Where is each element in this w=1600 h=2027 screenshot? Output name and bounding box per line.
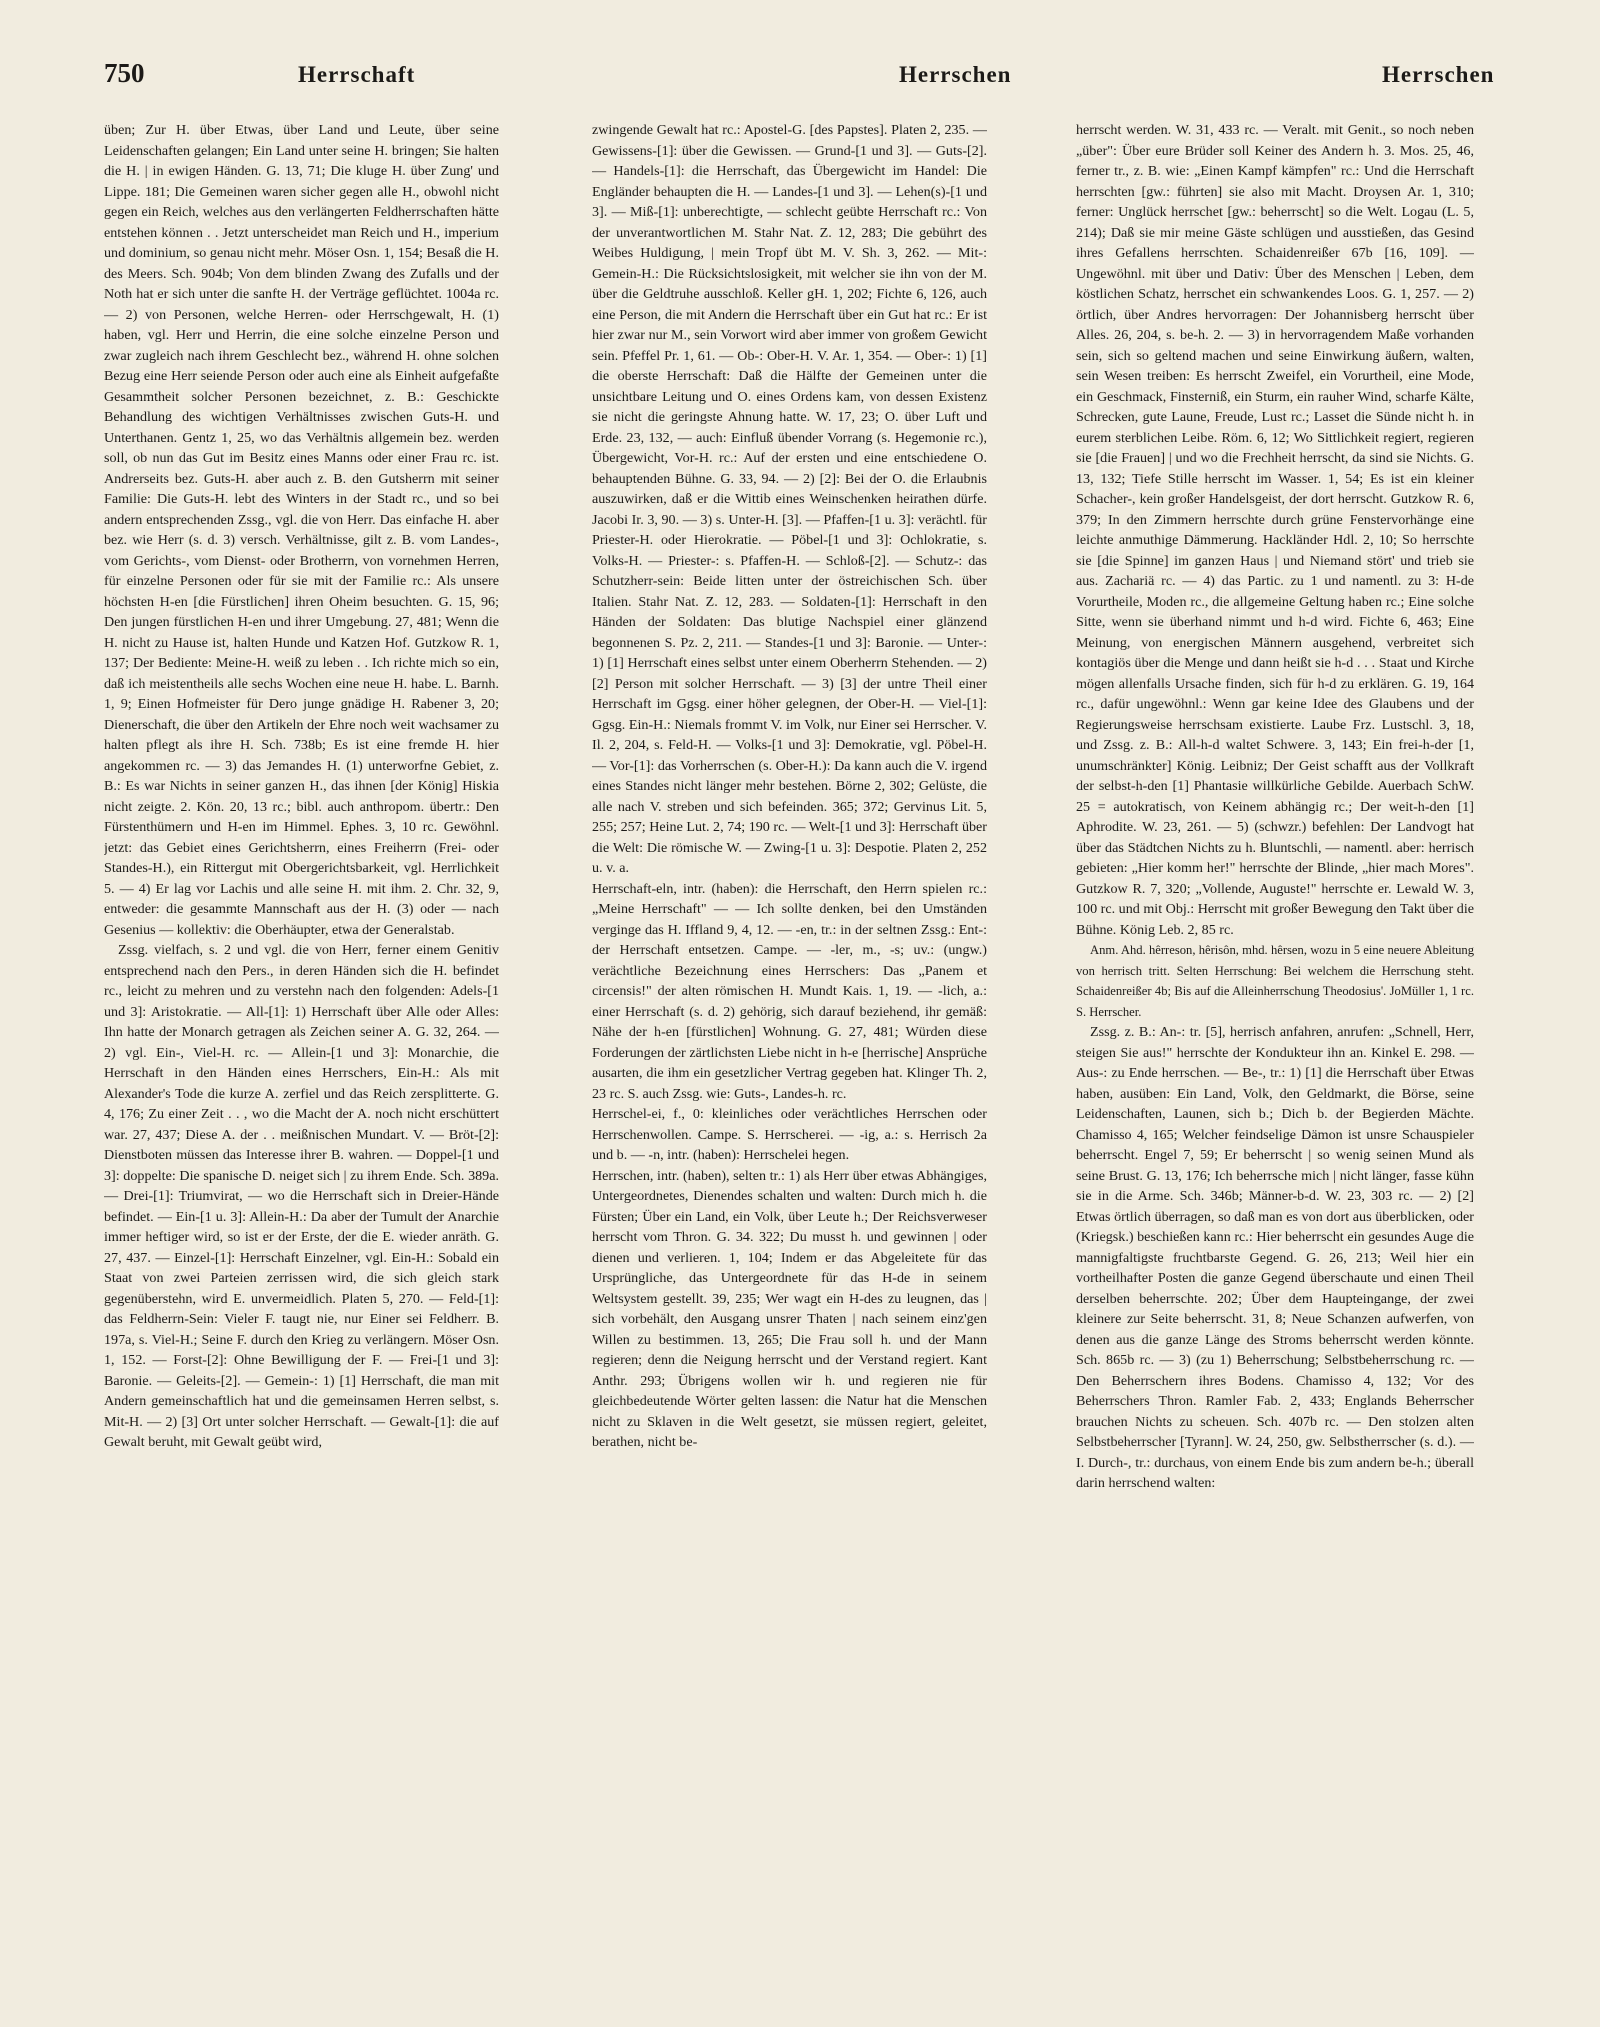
page-number: 750	[104, 58, 145, 88]
entry-paragraph: herrscht werden. W. 31, 433 rc. — Veralt. mit Genit., so noch neben „über": Über eure Brüder soll Keiner des Andern h. 3. Mos. 25, 46, ferner tr., z. B. wie: „Einen Kampf kämpfen" rc.: Und die Herrschaft herrschten [gw.: führten] sie also mit Macht. Droysen Ar. 1, 310; ferner: Unglück herrschet [gw.: beherrscht] so die Welt. Logau (L. 5, 214); Daß sie mir meine Gäste schlügen und ausstießen, das Gesind ihres Gefallens herrschten. Schaidenreißer 67b [16, 109]. — Ungewöhnl. mit über und Dativ: Über des Menschen | Leben, dem köstlichen Schatz, herrschet ein schwankendes Loos. G. 1, 257. — 2) örtlich, über Andres hervorragen: Der Johannisberg herrscht über Alles. 26, 204, s. be-h. 2. — 3) in hervorragendem Maße vorhanden sein, sich so geltend machen und seine Einwirkung äußern, walten, sein Wesen treiben: Es herrscht Zweifel, ein Vorurtheil, eine Mode, ein Geschmack, Finsterniß, ein Sturm, ein rauher Wind, scharfe Kälte, Schrecken, gute Laune, Freude, Lust rc.; Lasset die Sünde nicht h. in eurem sterblichen Leibe. Röm. 6, 12; Wo Sittlichkeit regiert, regieren sie [die Frauen] | und wo die Frechheit herrscht, da sind sie Nichts. G. 13, 132; Tiefe Stille herrscht im Wasser. 1, 54; Es ist ein kleiner Schacher-, kein großer Handelsgeist, der dort herrscht. Gutzkow R. 6, 379; In den Zimmern herrschte durch grüne Fenstervorhänge eine leichte anmuthige Dämmerung. Hackländer Hdl. 2, 10; So herrschte sie [die Spinne] im ganzen Haus | und Niemand stört' und trieb sie aus. Zachariä rc. — 4) das Partic. zu 1 und namentl. zu 3: H-de Vorurtheile, Moden rc., die allgemeine Geltung haben rc.; Eine solche Sitte, wenn sie überhand nimmt und h-d wird. Fichte 6, 463; Eine Meinung, von energischen Männern ausgehend, verbreitet sich kontagiös über die Menge und dann heißt sie h-d . . . Staat und Kirche mögen allenfalls Ursache finden, sich für h-d zu erklären. G. 19, 164 rc., dafür ungewöhnl.: Wenn gar keine Idee des Glaubens und der Regierungsweise herrschsam existierte. Laube Frz. Lustschl. 3, 18, und Zssg. z. B.: All-h-d waltet Schwere. 3, 143; Ein frei-h-der [1, unumschränkter] König. Leibniz; Der Geist schafft aus der Vollkraft der selbst-h-den [1] Phantasie willkürliche Gebilde. Auerbach SchW. 25 = autokratisch, von Keinem abhängig rc.; Der weit-h-den [1] Aphrodite. W. 23, 261. — 5) (schwzr.) befehlen: Der Landvogt hat über das Städtchen Nichts zu h. Bluntschli, — namentl. aber: herrisch gebieten: „Hier komm her!" herrschte der Blinde, „hier mach Mores". Gutzkow R. 7, 320; „Vollende, Auguste!" herrschte er. Lewald W. 3, 100 rc. und mit Obj.: Herrscht mit großer Bewegung den Takt über die Bühne. König Leb. 2, 85 rc.	[1076, 122, 1474, 938]
running-head-right: Herrschen	[1382, 62, 1495, 87]
entry-paragraph: zwingende Gewalt hat rc.: Apostel-G. [des Papstes]. Platen 2, 235. — Gewissens-[1]: über die Gewissen. — Grund-[1 und 3]. — Guts-[2]. — Handels-[1]: die Herrschaft, das Übergewicht im Handel: Die Engländer behaupten die H. — Landes-[1 und 3]. — Lehen(s)-[1 und 3]. — Miß-[1]: unberechtigte, — schlecht geübte Herrschaft rc.: Von der unverantwortlichen M. Stahr Nat. Z. 12, 283; Die gebührt des Weibes Huldigung, | mein Tropf übt M. V. Sh. 3, 262. — Mit-: Gemein-H.: Die Rücksichtslosigkeit, mit welcher sie ihn von der M. über die Geldtruhe ausschloß. Keller gH. 1, 202; Fichte 6, 126, auch eine Person, die mit Andern die Herrschaft über ein Gut hat rc.: Er ist hier zwar nur M., sein Vorwort wird aber immer von großem Gewicht sein. Pfeffel Pr. 1, 61. — Ob-: Ober-H. V. Ar. 1, 354. — Ober-: 1) [1] die oberste Herrschaft: Daß die Hälfte der Gemeinen unter die unsichtbare Leitung und O. eines Ordens kam, von dessen Existenz sie nicht die geringste Ahnung hatte. W. 17, 23; O. über Luft und Erde. 23, 132, — auch: Einfluß übender Vorrang (s. Hegemonie rc.), Übergewicht, Vor-H. rc.: Auf der ersten und eine entschiedene O. behauptenden Bühne. G. 33, 94. — 2) [2]: Bei der O. die Erlaubnis auszuwirken, daß er die Wittib eines Weinschenken heirathen dürfe. Jacobi Ir. 3, 90. — 3) s. Unter-H. [3]. — Pfaffen-[1 u. 3]: verächtl. für Priester-H. oder Hierokratie. — Pöbel-[1 und 3]: Ochlokratie, s. Volks-H. — Priester-: s. Pfaffen-H. — Schloß-[2]. — Schutz-: das Schutzherr-sein: Beide litten unter der östreichischen Sch. über Italien. Stahr Nat. Z. 12, 283. — Soldaten-[1]: Herrschaft in den Händen der Soldaten: Das blutige Nachspiel einer glänzend begonnenen S. Pz. 2, 211. — Standes-[1 und 3]: Baronie. — Unter-: 1) [1] Herrschaft eines selbst unter einem Oberherrn Stehenden. — 2) [2] Person mit solcher Herrschaft. — 3) [3] der untre Theil einer Herrschaft im Ggsg. einer höher gelegnen, der Ober-H. — Viel-[1]: Ggsg. Ein-H.: Niemals frommt V. im Volk, nur Einer sei Herrscher. V. Il. 2, 204, s. Feld-H. — Volks-[1 und 3]: Demokratie, vgl. Pöbel-H. — Vor-[1]: das Vorherrschen (s. Ober-H.): Da kann auch die V. irgend eines Standes nicht länger mehr bestehen. Börne 2, 302; Gelüste, die alle nach V. streben und sich befeinden. 365; 372; Gervinus Lit. 5, 255; 257; Heine Lut. 2, 74; 190 rc. — Welt-[1 und 3]: Herrschaft über die Welt: Die römische W. — Zwing-[1 u. 3]: Despotie. Platen 2, 252 u. v. a.	[592, 122, 987, 876]
text-column-3	[1076, 120, 1474, 2015]
entry-paragraph: Herrschel-ei, f., 0: kleinliches oder verächtliches Herrschen oder Herrschenwollen. Campe. S. Herrscherei. — -ig, a.: s. Herrisch 2a und b. — -n, intr. (haben): Herrschelei hegen.	[592, 1106, 987, 1163]
running-head-left: Herrschaft	[298, 62, 416, 87]
annotation-paragraph: Anm. Ahd. hêrreson, hêrisôn, mhd. hêrsen, wozu in 5 eine neuere Ableitung von herrisch tritt. Selten Herrschung: Bei welchem die Herrschung steht. Schaidenreißer 4b; Bis auf die Alleinherrschung Theodosius'. JoMüller 1, 1 rc. S. Herrscher.	[1076, 943, 1474, 1019]
page-header	[104, 58, 1495, 98]
entry-paragraph: Herrschaft-eln, intr. (haben): die Herrschaft, den Herrn spielen rc.: „Meine Herrschaft" — — Ich sollte denken, bei den Umständen verginge das H. Iffland 9, 4, 12. — -en, tr.: in der seltnen Zssg.: Ent-: der Herrschaft entsetzen. Campe. — -ler, m., -s; uv.: (ungw.) verächtliche Bezeichnung eines Herrschers: Das „Panem et circensis!" der alten römischen H. Mundt Kais. 1, 19. — -lich, a.: einer Herrschaft (s. d. 2) gehörig, sich darauf beziehend, ihr gemäß: Nähe der h-en [fürstlichen] Wohnung. G. 27, 481; Würden diese Forderungen der zärtlichsten Liebe nicht in h-e [herrische] Ansprüche ausarten, die ihm ein gesetzlicher Vertrag gegeben hat. Klinger Th. 2, 23 rc. S. auch Zssg. wie: Guts-, Landes-h. rc.	[592, 880, 987, 1102]
text-column-2	[592, 120, 987, 2015]
text-column-1	[104, 120, 499, 2015]
entry-paragraph: Herrschen, intr. (haben), selten tr.: 1) als Herr über etwas Abhängiges, Untergeordnetes, Dienendes schalten und walten: Durch mich h. die Fürsten; Über ein Land, ein Volk, über Leute h.; Der Reichsverweser herrscht vom Thron. G. 34. 322; Du musst h. und gewinnen | oder dienen und verlieren. 1, 104; Indem er das Abgeleitete für das Ursprüngliche, das Untergeordnete für das H-de in seinem Weltsystem gestellt. 39, 235; Wer wagt ein H-des zu leugnen, das | sich vorbehält, den Ausgang unsrer Thaten | nach seinem einz'gen Willen zu bestimmen. 13, 265; Die Frau soll h. und der Mann regieren; denn die Neigung herrscht und der Verstand regiert. Kant Anthr. 293; Übrigens wollen wir h. und regieren nie für gleichbedeutende Wörter gelten lassen: die Natur hat die Menschen nicht zu Sklaven in die Welt gesetzt, sie müssen regiert, geleitet, berathen, nicht be-	[592, 1167, 987, 1450]
entry-paragraph: Zssg. vielfach, s. 2 und vgl. die von Herr, ferner einem Genitiv entsprechend nach den Pers., in deren Händen sich die H. befindet rc., leicht zu mehren und zu verstehn nach den folgenden: Adels-[1 und 3]: Aristokratie. — All-[1]: 1) Herrschaft über Alle oder Alles: Ihn hatte der Monarch getragen als Zeichen seiner A. G. 32, 264. — 2) vgl. Ein-, Viel-H. rc. — Allein-[1 und 3]: Monarchie, die Herrschaft in den Händen eines Herrschers, Ein-H.: Als mit Alexander's Tode die kurze A. zerfiel und das Reich zersplitterte. G. 4, 176; Zu einer Zeit . . , wo die Macht der A. noch nicht erschüttert war. 27, 437; Diese A. der . . meißnischen Mundart. V. — Bröt-[2]: Dienstboten müssen das Interesse ihrer B. wahren. — Doppel-[1 und 3]: doppelte: Die spanische D. neiget sich | zu ihrem Ende. Sch. 389a. — Drei-[1]: Triumvirat, — wo die Herrschaft sich in Dreier-Hände befindet. — Ein-[1 u. 3]: Allein-H.: Da aber der Tumult der Anarchie immer heftiger wird, so ist er der Erste, der die E. wieder anräth. G. 27, 437. — Einzel-[1]: Herrschaft Einzelner, vgl. Ein-H.: Sobald ein Staat von zwei Parteien zerrissen wird, die sich gleich stark gegenüberstehn, wird E. unvermeidlich. Platen 5, 270. — Feld-[1]: das Feldherrn-Sein: Vieler F. taugt nie, nur Einer sei Feldherr. B. 197a, s. Viel-H.; Seine F. durch den Krieg zu verlängern. Möser Osn. 1, 152. — Forst-[2]: Ohne Bewilligung der F. — Frei-[1 und 3]: Baronie. — Geleits-[2]. — Gemein-: 1) [1] Herrschaft, die man mit Andern gemeinschaftlich hat und die gemeinsamen Herren selbst, s. Mit-H. — 2) [3] Ort unter solcher Herrschaft. — Gewalt-[1]: die auf Gewalt beruht, mit Gewalt geübt wird,	[104, 942, 499, 1450]
running-head-center: Herrschen	[899, 62, 1012, 87]
entry-paragraph: üben; Zur H. über Etwas, über Land und Leute, über seine Leidenschaften gelangen; Ein Land unter seine H. bringen; Sie halten die H. | in ewigen Händen. G. 13, 71; Die kluge H. über Zung' und Lippe. 181; Die Gemeinen waren sicher gegen alle H., obwohl nicht gegen ein Reich, welches aus den verlängerten Feldherrschaften hätte entstehen können . . Jetzt unterscheidet man Reich und H., imperium und dominium, so genau nicht mehr. Möser Osn. 1, 154; Besaß die H. des Meers. Sch. 904b; Von dem blinden Zwang des Zufalls und der Noth hat er sich unter die sanfte H. der Verträge geflüchtet. 1004a rc. — 2) von Personen, welche Herren- oder Herrschgewalt, H. (1) haben, vgl. Herr und Herrin, die eine solche einzelne Person und zwar zugleich nach ihrem Geschlecht bez., während H. ohne solchen Bezug eine Herr seiende Person oder auch eine als Einheit aufgefaßte Gesammtheit solcher Personen bezeichnet, z. B.: Geschickte Behandlung des wichtigen Verhältnisses zwischen Guts-H. und Unterthanen. Gentz 1, 25, wo das Verhältnis allgemein bez. werden soll, ob nun das Gut im Besitz eines Manns oder einer Frau rc. ist. Andrerseits bez. Guts-H. aber auch z. B. den Gutsherrn mit seiner Familie: Die Guts-H. lebt des Winters in der Stadt rc., und so bei andern entsprechenden Zssg., vgl. die von Herr. Das einfache H. aber bez. wie Herr (s. d. 3) versch. Verhältnisse, gilt z. B. vom Landes-, vom Gerichts-, vom Dienst- oder Brotherrn, von vornehmen Herren, für einzelne Personen oder für sie mit der Familie rc.: Als unsere höchsten H-en [die Fürstlichen] ihren Oheim besuchten. G. 15, 96; Den jungen fürstlichen H-en und ihrer Umgebung. 27, 481; Wenn die H. nicht zu Hause ist, halten Hunde und Katzen Hof. Gutzkow R. 1, 137; Der Bediente: Meine-H. weiß zu leben . . Ich richte mich so ein, daß ich meistentheils alle sechs Wochen eine neue H. habe. L. Barnh. 1, 9; Einen Hofmeister für Dero junge gnädige H. Rabener 3, 20; Dienerschaft, die über den Artikeln der Ehre noch weit wachsamer zu halten pflegt als ihre H. Sch. 738b; Es ist eine fremde H. hier angekommen rc. — 3) das Jemandes H. (1) unterworfne Gebiet, z. B.: Es war Nichts in seiner ganzen H., das ihnen [der König] Hiskia nicht zeigte. 2. Kön. 20, 13 rc.; bibl. auch anthropom. übertr.: Den Fürstenthümern und H-en im Himmel. Ephes. 3, 10 rc. Gewöhnl. jetzt: das Gebiet eines Gerichtsherrn, eines Freiherrn (Frei- oder Standes-H.), ein Rittergut mit Obergerichtsbarkeit, vgl. Herrlichkeit 5. — 4) Er lag vor Lachis und alle seine H. mit ihm. 2. Chr. 32, 9, entweder: die gesammte Mannschaft aus der H. (3) oder — nach Gesenius — kollektiv: die Oberhäupter, etwa der Generalstab.	[104, 122, 499, 938]
entry-paragraph: Zssg. z. B.: An-: tr. [5], herrisch anfahren, anrufen: „Schnell, Herr, steigen Sie aus!" herrschte der Kondukteur ihn an. Kinkel E. 298. — Aus-: zu Ende herrschen. — Be-, tr.: 1) [1] die Herrschaft über Etwas haben, ausüben: Ein Land, Volk, den Geldmarkt, die Börse, seine Leidenschaften, Launen, sich b.; Dich b. der Begierden Mächte. Chamisso 4, 165; Welcher feindselige Dämon ist unsre Schauspieler beherrscht. Engel 7, 59; Er beherrscht | so wenig seinen Mund als seine Brust. G. 13, 176; Ich beherrsche mich | nicht länger, fasse kühn sie in die Arme. Sch. 346b; Männer-b-d. W. 23, 303 rc. — 2) [2] Etwas örtlich überragen, so daß man es von dort aus überblicken, oder (Kriegsk.) beschießen kann rc.: Hier beherrscht ein gesundes Auge die mannigfaltigste fruchtbarste Gegend. G. 26, 213; Weil hier ein vortheilhafter Posten die ganze Gegend überschaute und einen Theil derselben beherrschte. 202; Über dem Haupteingange, der zwei kleinere zur Seite beherrscht. 31, 8; Neue Schanzen aufwerfen, von denen aus die ganze Länge des Stroms beherrscht werden könnte. Sch. 865b rc. — 3) (zu 1) Beherrschung; Selbstbeherrschung rc. — Den Beherrschern ihres Bodens. Chamisso 4, 132; Vor des Beherrschers Thron. Ramler Fab. 2, 433; Englands Beherrscher brauchen Nichts zu scheuen. Sch. 407b rc. — Den stolzen alten Selbstbeherrscher [Tyrann]. W. 24, 250, gw. Selbstherrscher (s. d.). — I. Durch-, tr.: durchaus, von einem Ende bis zum andern be-h.; überall darin herrschend walten:	[1076, 1024, 1474, 1491]
